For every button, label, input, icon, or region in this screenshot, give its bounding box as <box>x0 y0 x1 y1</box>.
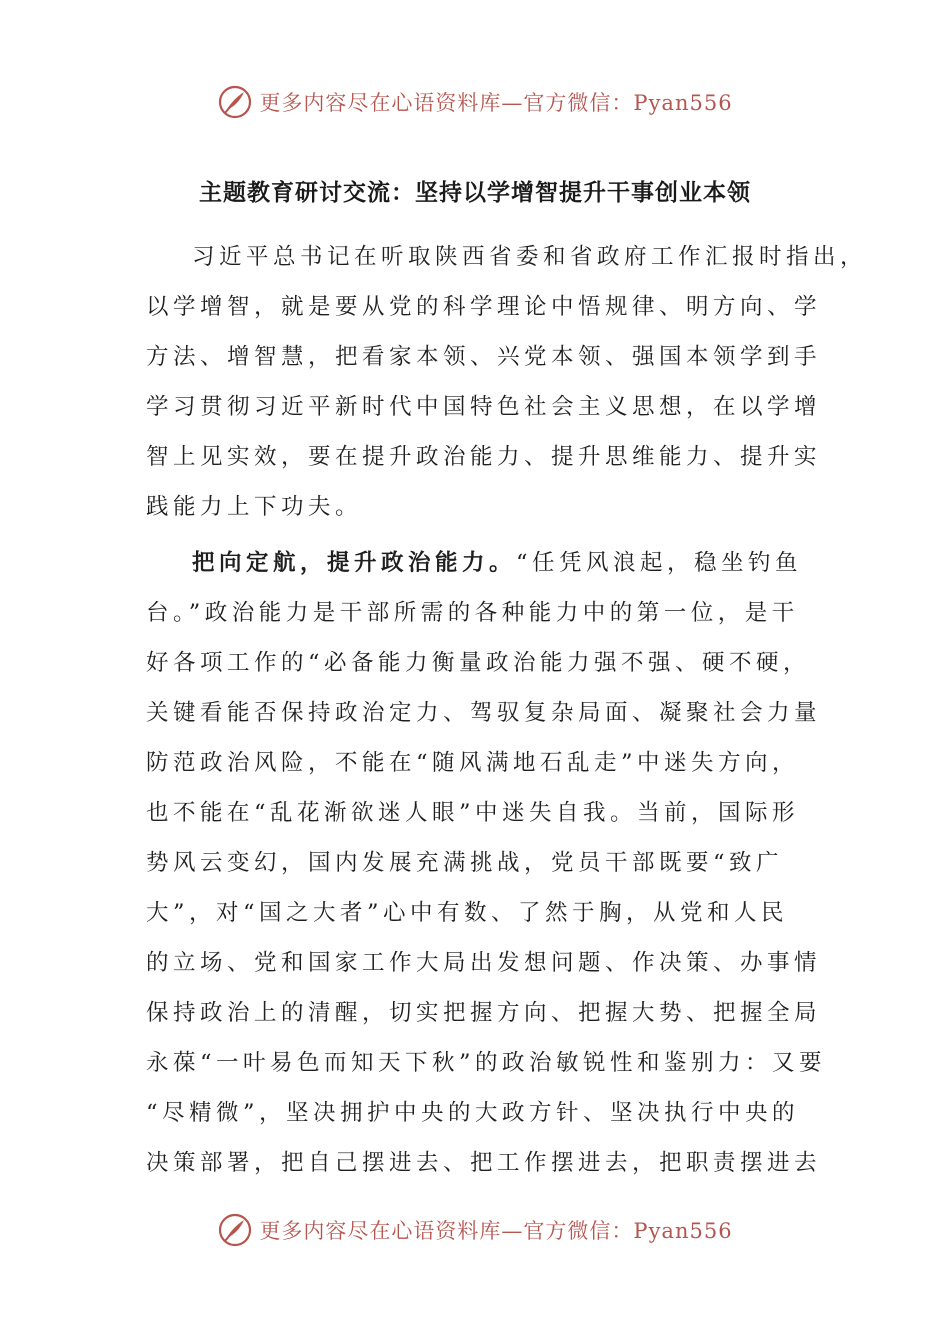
document-body <box>146 232 868 1188</box>
paragraph-line: 方法、增智慧，把看家本领、兴党本领、强国本领学到手 <box>146 344 822 370</box>
paragraph-line: 也不能在“乱花渐欲迷人眼”中迷失自我。当前，国际形 <box>146 800 800 826</box>
paragraph-line <box>146 538 810 588</box>
paragraph-line: 防范政治风险，不能在“随风满地石乱走”中迷失方向， <box>146 750 800 776</box>
quill-pen-logo-icon <box>217 1212 253 1248</box>
paragraph-line: 学习贯彻习近平新时代中国特色社会主义思想，在以学增 <box>146 394 822 420</box>
paragraph-line: “尽精微”，坚决拥护中央的大政方针、坚决执行中央的 <box>146 1100 800 1126</box>
watermark-footer <box>0 1210 950 1250</box>
paragraph-line-rest: “任凭风浪起，稳坐钓鱼 <box>516 550 803 576</box>
watermark-header <box>0 82 950 122</box>
paragraph-line: 保持政治上的清醒，切实把握方向、把握大势、把握全局 <box>146 1000 822 1026</box>
paragraph-line: 决策部署，把自己摆进去、把工作摆进去，把职责摆进去 <box>146 1150 822 1176</box>
paragraph-line: 台。”政治能力是干部所需的各种能力中的第一位，是干 <box>146 600 799 626</box>
paragraph-line: 势风云变幻，国内发展充满挑战，党员干部既要“致广 <box>146 850 784 876</box>
watermark-text: 更多内容尽在心语资料库—官方微信：Pyan556 <box>259 1219 733 1243</box>
section-heading: 把向定航，提升政治能力。 <box>192 550 517 576</box>
document-title: 主题教育研讨交流：坚持以学增智提升干事创业本领 <box>199 179 751 206</box>
paragraph-line: 习近平总书记在听取陕西省委和省政府工作汇报时指出， <box>192 244 868 270</box>
paragraph-line: 永葆“一叶易色而知天下秋”的政治敏锐性和鉴别力：又要 <box>146 1050 827 1076</box>
paragraph-line: 关键看能否保持政治定力、驾驭复杂局面、凝聚社会力量 <box>146 700 822 726</box>
paragraph-line: 好各项工作的“必备能力衡量政治能力强不强、硬不硬， <box>146 650 811 676</box>
paragraph-line: 以学增智，就是要从党的科学理论中悟规律、明方向、学 <box>146 294 822 320</box>
quill-pen-logo-icon <box>217 84 253 120</box>
paragraph-line: 践能力上下功夫。 <box>146 494 363 520</box>
watermark-text: 更多内容尽在心语资料库—官方微信：Pyan556 <box>259 91 733 115</box>
paragraph-line: 智上见实效，要在提升政治能力、提升思维能力、提升实 <box>146 444 822 470</box>
paragraph-line: 的立场、党和国家工作大局出发想问题、作决策、办事情 <box>146 950 822 976</box>
paragraph-line: 大”，对“国之大者”心中有数、了然于胸，从党和人民 <box>146 900 789 926</box>
